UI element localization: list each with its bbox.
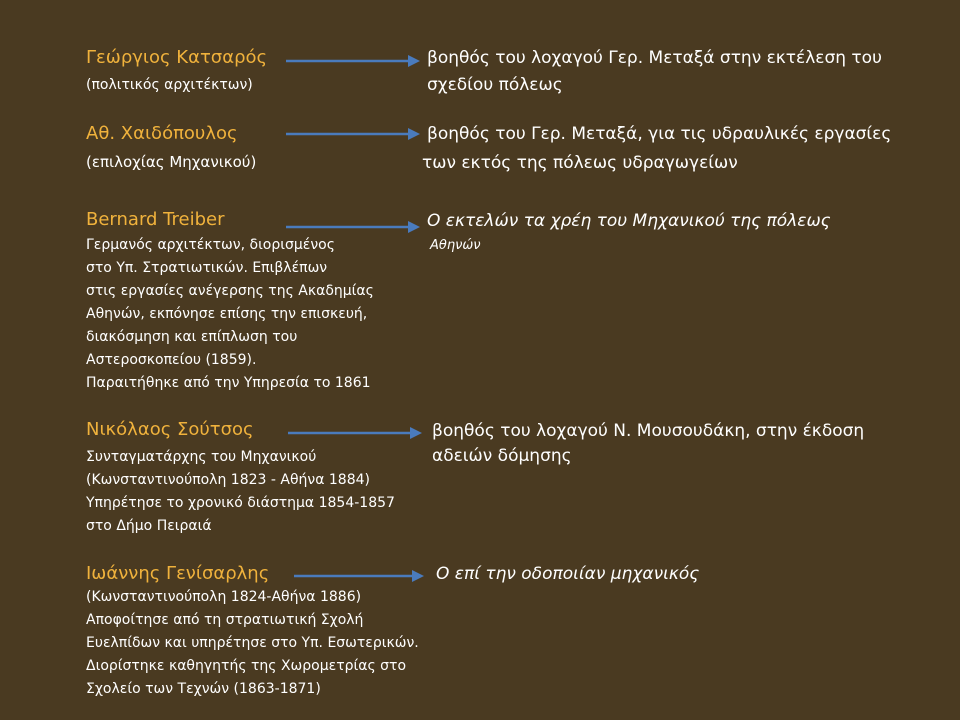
entry-detail: στο Δήμο Πειραιά (86, 518, 212, 534)
entry-detail: Υπηρέτησε το χρονικό διάστημα 1854-1857 (86, 495, 395, 511)
entry-role: αδειών δόμησης (432, 446, 572, 466)
entry-detail: Αποφοίτησε από τη στρατιωτική Σχολή (86, 612, 364, 628)
arrow-icon (294, 570, 424, 582)
entry-detail: στις εργασίες ανέγερσης της Ακαδημίας (86, 283, 374, 299)
entry-detail: (πολιτικός αρχιτέκτων) (86, 77, 253, 93)
entry-detail: (Κωνσταντινούπολη 1823 - Αθήνα 1884) (86, 472, 370, 488)
arrow-icon (286, 128, 420, 140)
entry-role: Αθηνών (430, 238, 481, 253)
entry-detail: στο Υπ. Στρατιωτικών. Επιβλέπων (86, 260, 328, 276)
entry-detail: Ευελπίδων και υπηρέτησε στο Υπ. Εσωτερικών. (86, 635, 419, 651)
entry-name: Ιωάννης Γενίσαρλης (86, 563, 270, 584)
entry-detail: (Κωνσταντινούπολη 1824-Αθήνα 1886) (86, 589, 362, 605)
entry-name: Νικόλαος Σούτσος (86, 419, 254, 440)
entry-detail: Αστεροσκοπείου (1859). (86, 352, 257, 368)
entry-detail: διακόσμηση και επίπλωση του (86, 329, 298, 345)
entry-role: βοηθός του Γερ. Μεταξά, για τις υδραυλικές εργασίες (427, 124, 892, 144)
entry-name: Γεώργιος Κατσαρός (86, 47, 268, 68)
entry-name: Bernard Treiber (86, 209, 225, 230)
entry-detail: Γερμανός αρχιτέκτων, διορισμένος (86, 237, 335, 253)
entry-role: σχεδίου πόλεως (427, 75, 563, 95)
entry-detail: (επιλοχίας Μηχανικού) (86, 153, 257, 171)
arrow-icon (286, 221, 420, 233)
entry-detail: Σχολείο των Τεχνών (1863-1871) (86, 681, 321, 697)
entry-role: των εκτός της πόλεως υδραγωγείων (422, 153, 738, 173)
arrow-icon (286, 55, 420, 67)
entry-role: βοηθός του λοχαγού Ν. Μουσουδάκη, στην έκδοση (432, 421, 865, 441)
entry-detail: Παραιτήθηκε από την Υπηρεσία το 1861 (86, 375, 371, 391)
arrow-icon (288, 427, 422, 439)
entry-detail: Διορίστηκε καθηγητής της Χωρομετρίας στο (86, 658, 407, 674)
entry-name: Αθ. Χαιδόπουλος (86, 123, 238, 144)
entry-detail: Συνταγματάρχης του Μηχανικού (86, 449, 317, 465)
entry-role: Ο επί την οδοποιίαν μηχανικός (436, 564, 700, 584)
entry-role: βοηθός του λοχαγού Γερ. Μεταξά στην εκτέλεση του (427, 48, 882, 68)
entry-role: Ο εκτελών τα χρέη του Μηχανικού της πόλεως (427, 211, 831, 231)
entry-detail: Αθηνών, εκπόνησε επίσης την επισκευή, (86, 306, 368, 322)
